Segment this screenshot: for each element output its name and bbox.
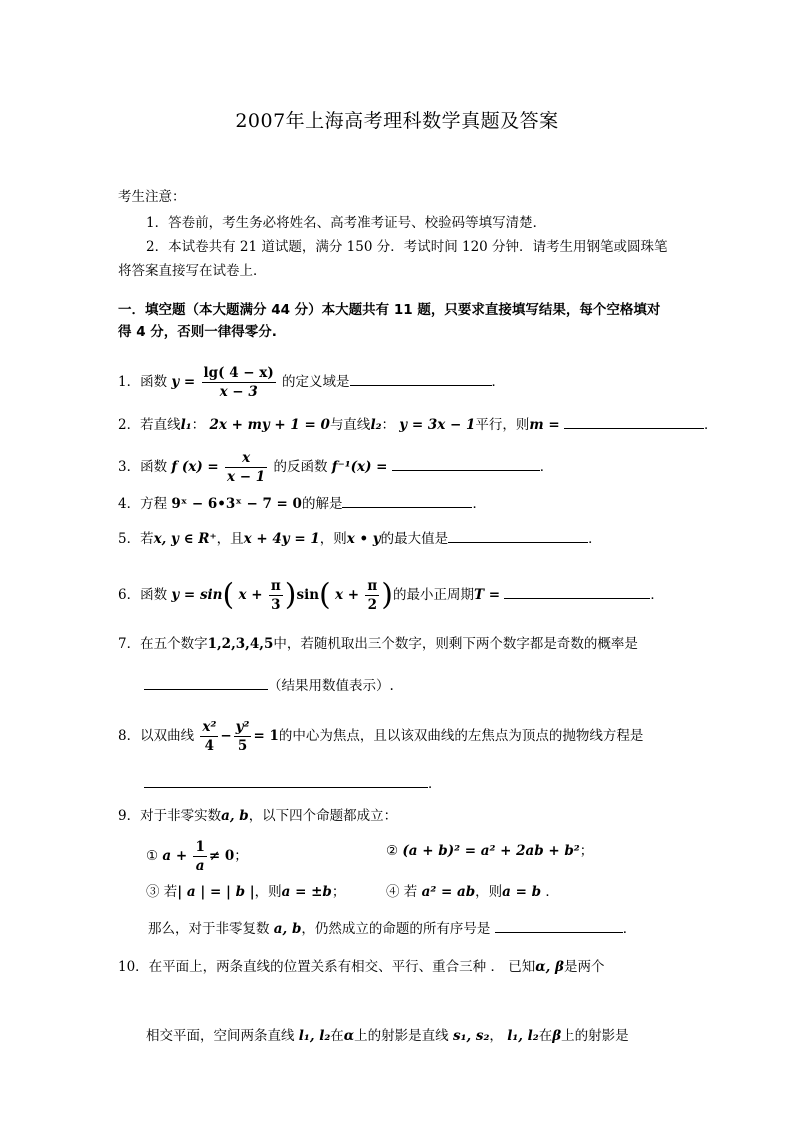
q8-fraction-2-num: y²: [235, 719, 250, 735]
q5-equation: x + 4y = 1: [243, 531, 320, 547]
q7-note: （结果用数值表示）.: [268, 678, 394, 694]
q1-fraction: [202, 364, 276, 401]
q6-fraction-2-den: 2: [367, 597, 378, 613]
section-heading-cont: 得 4 分，否则一律得零分.: [118, 324, 277, 340]
q9-claim-1-fraction: [193, 838, 206, 875]
q9-claim-4-number: ④ 若: [386, 884, 418, 900]
q9-conclusion-vars: a, b: [273, 921, 302, 937]
q9-conclusion: [148, 919, 636, 939]
q10-text-6: 在: [538, 1028, 553, 1044]
q6-x-1: x +: [238, 587, 263, 603]
question-10-cont: [146, 1026, 629, 1046]
q9-claim-3-end: ；: [331, 884, 346, 900]
q10-lines-2: l₁, l₂: [507, 1028, 539, 1044]
q10-comma: ，: [489, 1028, 503, 1044]
q9-claim-1: [146, 838, 248, 875]
q6-fraction-2-num: π: [367, 578, 378, 594]
q1-denominator: x − 3: [219, 384, 258, 400]
question-3: [118, 449, 553, 486]
q2-l1: l₁: [180, 417, 192, 433]
question-8-cont: [144, 774, 442, 794]
question-7-cont: [144, 676, 394, 696]
q3-numerator: x: [225, 449, 267, 468]
section-heading: 一．填空题（本大题满分 44 分）本大题共有 11 题，只要求直接填写结果，每个空格填对: [118, 302, 661, 318]
question-4: [118, 494, 486, 514]
q6-label: 6．函数: [118, 587, 168, 603]
q2-colon: ：: [191, 417, 206, 433]
q4-text: 的解是: [301, 496, 343, 512]
question-10: [118, 957, 605, 977]
q5-product: x • y: [346, 531, 381, 547]
q10-text-7: 上的射影是: [561, 1028, 629, 1044]
q9-claim-3-equation: | a | = | b |: [177, 884, 255, 900]
q9-claim-2-equation: (a + b)² = a² + 2ab + b²: [402, 843, 580, 859]
q5-text-3: 的最大值是: [380, 531, 449, 547]
q1-label: 1．函数: [118, 374, 168, 390]
question-9: [118, 806, 397, 826]
q9-claim-3: [146, 882, 345, 902]
q8-text: 的中心为焦点，且以该双曲线的左焦点为顶点的抛物线方程是: [278, 728, 644, 744]
q1-end: ．: [491, 374, 506, 390]
q5-vars: x, y ∈ R⁺: [153, 531, 217, 547]
question-2: [118, 415, 717, 435]
q5-text-2: ，则: [319, 531, 347, 547]
q3-text: 的反函数: [273, 459, 328, 475]
q6-sin-2: sin: [296, 587, 320, 603]
q6-fraction-1-den: 3: [271, 597, 281, 613]
q9-claim-4-end: ．: [545, 884, 559, 900]
q1-numerator: lg( 4 − x): [203, 365, 274, 381]
q10-text-2: 是两个: [564, 959, 605, 975]
q10-planes: α, β: [535, 959, 565, 975]
q9-claim-3-number: ③ 若: [146, 884, 178, 900]
q6-x-2: x +: [335, 587, 360, 603]
q9-claim-1-b: ≠ 0: [208, 848, 235, 864]
q6-lhs: y = sin: [171, 587, 223, 603]
q6-end: ．: [650, 587, 664, 603]
q10-beta: β: [552, 1028, 562, 1044]
q10-text-4: 在: [330, 1028, 344, 1044]
q9-answer-blank[interactable]: [495, 919, 623, 933]
q9-claim-2: [386, 841, 593, 861]
q3-fraction: [225, 449, 267, 486]
q3-denominator: x − 1: [227, 469, 266, 485]
page-title: 2007年上海高考理科数学真题及答案: [235, 110, 559, 132]
q8-fraction-1: [200, 718, 218, 755]
q5-end: ．: [588, 531, 602, 547]
q4-answer-blank[interactable]: [342, 494, 472, 508]
q9-claim-1-number: ①: [146, 848, 159, 864]
q8-minus: −: [220, 728, 232, 744]
q8-equals: = 1: [253, 728, 279, 744]
q9-claim-4-mid: ，则: [475, 884, 503, 900]
q6-answer-blank[interactable]: [504, 585, 650, 599]
q10-text-1: 10．在平面上，两条直线的位置关系有相交、平行、重合三种 ． 已知: [118, 959, 536, 975]
q9-text: ，以下四个命题都成立：: [248, 808, 398, 824]
q8-fraction-2-den: 5: [237, 738, 248, 754]
q6-T: T =: [474, 587, 501, 603]
q10-lines: l₁, l₂: [298, 1028, 331, 1044]
q5-text-1: ，且: [216, 531, 244, 547]
q10-text-3: 相交平面，空间两条直线: [146, 1028, 295, 1044]
q8-answer-blank[interactable]: [144, 774, 428, 788]
q2-end: ．: [703, 417, 718, 433]
q9-claim-4-equation: a² = ab: [421, 884, 476, 900]
q4-label: 4．方程: [118, 496, 168, 512]
q3-lhs: f (x) =: [171, 459, 219, 475]
q7-numbers: 1,2,3,4,5: [207, 636, 274, 652]
q9-claim-4: [386, 882, 559, 902]
q6-fraction-1-num: π: [270, 578, 281, 594]
q7-answer-blank[interactable]: [144, 676, 268, 690]
q2-colon-2: ：: [381, 417, 395, 433]
q1-answer-blank[interactable]: [350, 372, 492, 386]
question-6: 6．函数 y = sin( x + $\frac{\pi}{3}$ )sin( x + $\frac{\pi}{2}$ )的最小正周期T = ．: [118, 577, 664, 613]
q10-projections: s₁, s₂: [452, 1028, 490, 1044]
q2-m: m =: [529, 417, 560, 433]
q2-text-mid: 与直线: [329, 417, 371, 433]
notice-item-2: 2．本试卷共有 21 道试题，满分 150 分．考试时间 120 分钟．请考生用钢笔或圆珠笔: [146, 239, 668, 255]
q8-label: 8．以双曲线: [118, 728, 195, 744]
q3-inverse: f⁻¹(x) =: [331, 459, 388, 475]
q9-claim-1-den: a: [195, 858, 205, 874]
q2-answer-blank[interactable]: [564, 415, 704, 429]
q1-text: 的定义域是: [282, 374, 350, 390]
notice-heading: 考生注意：: [118, 189, 186, 205]
q1-lhs: y =: [171, 374, 196, 390]
q9-claim-2-end: ；: [579, 843, 594, 859]
q9-claim-1-num: 1: [195, 839, 205, 855]
q3-end: ．: [539, 459, 554, 475]
question-5: [118, 529, 602, 549]
q9-claim-3-result: a = ±b: [281, 884, 332, 900]
notice-item-2-cont: 将答案直接写在试卷上．: [118, 263, 267, 279]
q2-text: 平行，则: [475, 417, 530, 433]
q10-text-5: 上的射影是直线: [354, 1028, 449, 1044]
q10-alpha: α: [343, 1028, 355, 1044]
q9-claim-4-result: a = b: [502, 884, 542, 900]
question-1: [118, 364, 505, 401]
q7-text: 中，若随机取出三个数字，则剩下两个数字都是奇数的概率是: [273, 636, 638, 652]
q9-claim-1-end: ；: [234, 848, 248, 864]
q9-conclusion-pre: 那么，对于非零复数: [148, 921, 270, 937]
q8-fraction-2: [234, 718, 252, 755]
q9-claim-1-a: a +: [162, 848, 188, 864]
q9-end: ．: [622, 921, 637, 937]
q9-conclusion-text: ，仍然成立的命题的所有序号是: [301, 921, 491, 937]
q9-claim-2-number: ②: [386, 843, 399, 859]
q5-answer-blank[interactable]: [448, 529, 588, 543]
q4-end: ．: [472, 496, 486, 512]
q5-label: 5．若: [118, 531, 154, 547]
q4-equation: 9ˣ − 6•3ˣ − 7 = 0: [171, 496, 302, 512]
q7-label: 7．在五个数字: [118, 636, 208, 652]
q9-label: 9．对于非零实数: [118, 808, 222, 824]
q6-text: 的最小正周期: [393, 587, 475, 603]
q6-fraction-1: [269, 577, 283, 614]
q2-equation-2: y = 3x − 1: [399, 417, 476, 433]
q2-label: 2．若直线: [118, 417, 181, 433]
q8-fraction-1-num: x²: [202, 719, 217, 735]
question-8: [118, 718, 643, 755]
q2-l2: l₂: [370, 417, 382, 433]
q2-equation-1: 2x + my + 1 = 0: [209, 417, 330, 433]
q8-fraction-1-den: 4: [204, 738, 215, 754]
q3-answer-blank[interactable]: [392, 457, 540, 471]
q3-label: 3．函数: [118, 459, 168, 475]
q6-fraction-2: [365, 577, 379, 614]
notice-item-1: 1．答卷前，考生务必将姓名、高考准考证号、校验码等填写清楚．: [146, 215, 547, 231]
question-7: [118, 634, 638, 654]
q9-claim-3-mid: ，则: [254, 884, 282, 900]
q8-end: ．: [428, 776, 442, 792]
q9-vars: a, b: [221, 808, 249, 824]
